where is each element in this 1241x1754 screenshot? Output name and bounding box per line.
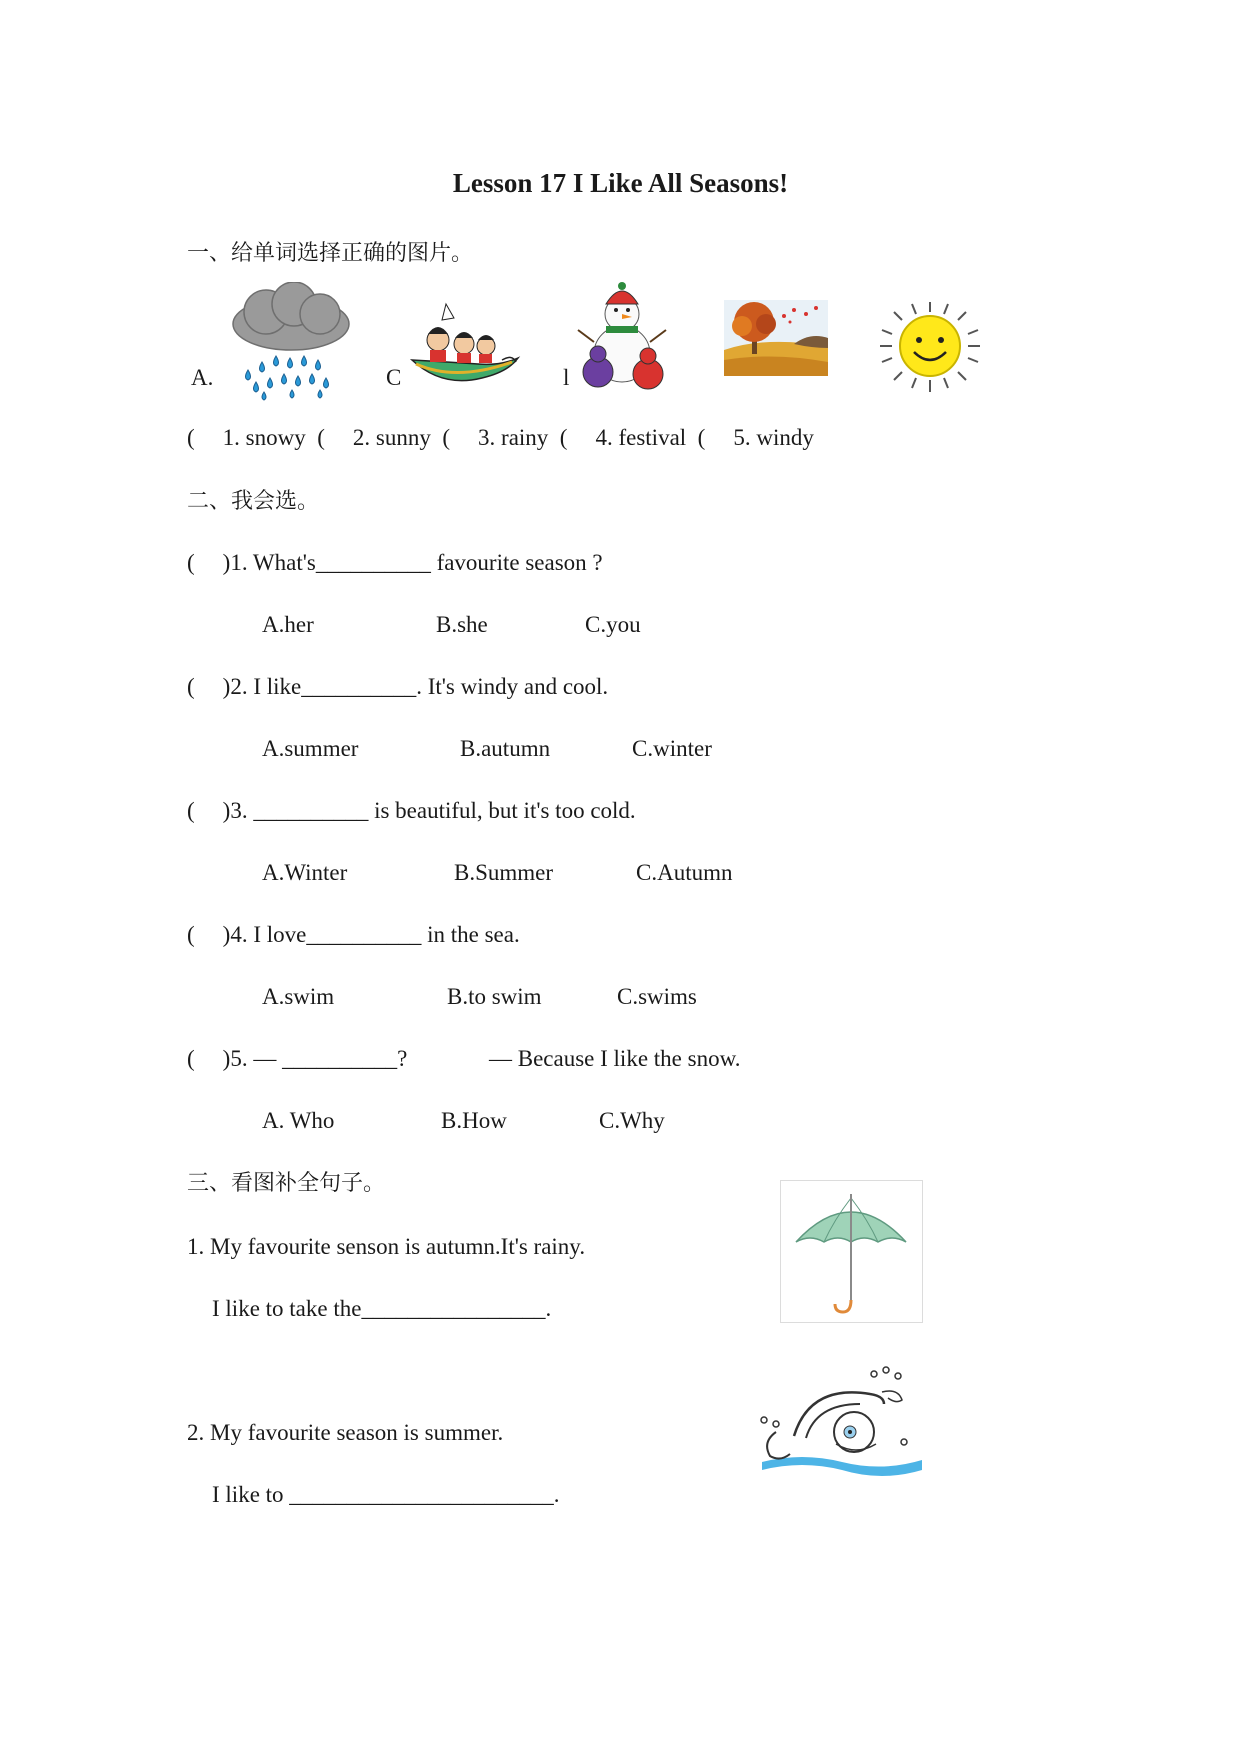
question-1: ( )1. What's__________ favourite season ?	[187, 550, 603, 575]
q3-option-c: C.Autumn	[636, 860, 733, 885]
item-snowy: 1. snowy	[222, 425, 306, 450]
picture-label-a: A.	[191, 365, 214, 390]
item-sunny: 2. sunny	[352, 425, 431, 450]
section3-heading: 三、看图补全句子。	[187, 1171, 386, 1196]
page-title: Lesson 17 I Like All Seasons!	[452, 168, 789, 198]
q2-option-b: B.autumn	[460, 736, 551, 761]
q3-option-a: A.Winter	[262, 860, 348, 885]
q5-option-c: C.Why	[599, 1108, 665, 1133]
q4-option-c: C.swims	[617, 984, 697, 1009]
q2-option-a: A.summer	[262, 736, 359, 761]
dragon-boat-icon	[406, 300, 524, 392]
q4-option-b: B.to swim	[447, 984, 542, 1009]
item-windy: 5. windy	[733, 425, 814, 450]
question-5-answer: — Because I like the snow.	[489, 1046, 741, 1071]
question-5: ( )5. — __________?	[187, 1046, 408, 1071]
q2-option-c: C.winter	[632, 736, 712, 761]
picture-label-partial: l	[563, 365, 570, 390]
windy-autumn-icon	[724, 300, 828, 376]
item-rainy: 3. rainy	[478, 425, 549, 450]
question-2: ( )2. I like__________. It's windy and cool.	[187, 674, 609, 699]
rain-cloud-icon	[228, 282, 354, 402]
sun-icon	[878, 300, 982, 394]
q1-option-a: A.her	[262, 612, 314, 637]
snowman-icon	[572, 282, 674, 394]
s3-q1-line1: 1. My favourite senson is autumn.It's rainy.	[187, 1234, 586, 1259]
s3-q1-line2: I like to take the________________.	[212, 1296, 552, 1321]
s3-q2-line2: I like to _______________________.	[212, 1482, 560, 1507]
q4-option-a: A.swim	[262, 984, 335, 1009]
swimmer-icon	[754, 1362, 926, 1482]
q5-option-a: A. Who	[262, 1108, 335, 1133]
umbrella-icon	[780, 1180, 923, 1323]
q1-option-b: B.she	[436, 612, 488, 637]
picture-label-c: C	[386, 365, 402, 390]
q1-option-c: C.you	[585, 612, 641, 637]
section1-heading: 一、给单词选择正确的图片。	[187, 241, 474, 266]
q3-option-b: B.Summer	[454, 860, 554, 885]
section1-items: ( 1. snowy ( 2. sunny ( 3. rainy ( 4. festival ( 5. windy	[187, 425, 814, 450]
section2-heading: 二、我会选。	[187, 489, 320, 514]
q5-option-b: B.How	[441, 1108, 507, 1133]
item-festival: 4. festival	[595, 425, 687, 450]
question-4: ( )4. I love__________ in the sea.	[187, 922, 520, 947]
s3-q2-line1: 2. My favourite season is summer.	[187, 1420, 504, 1445]
question-3: ( )3. __________ is beautiful, but it's too cold.	[187, 798, 636, 823]
